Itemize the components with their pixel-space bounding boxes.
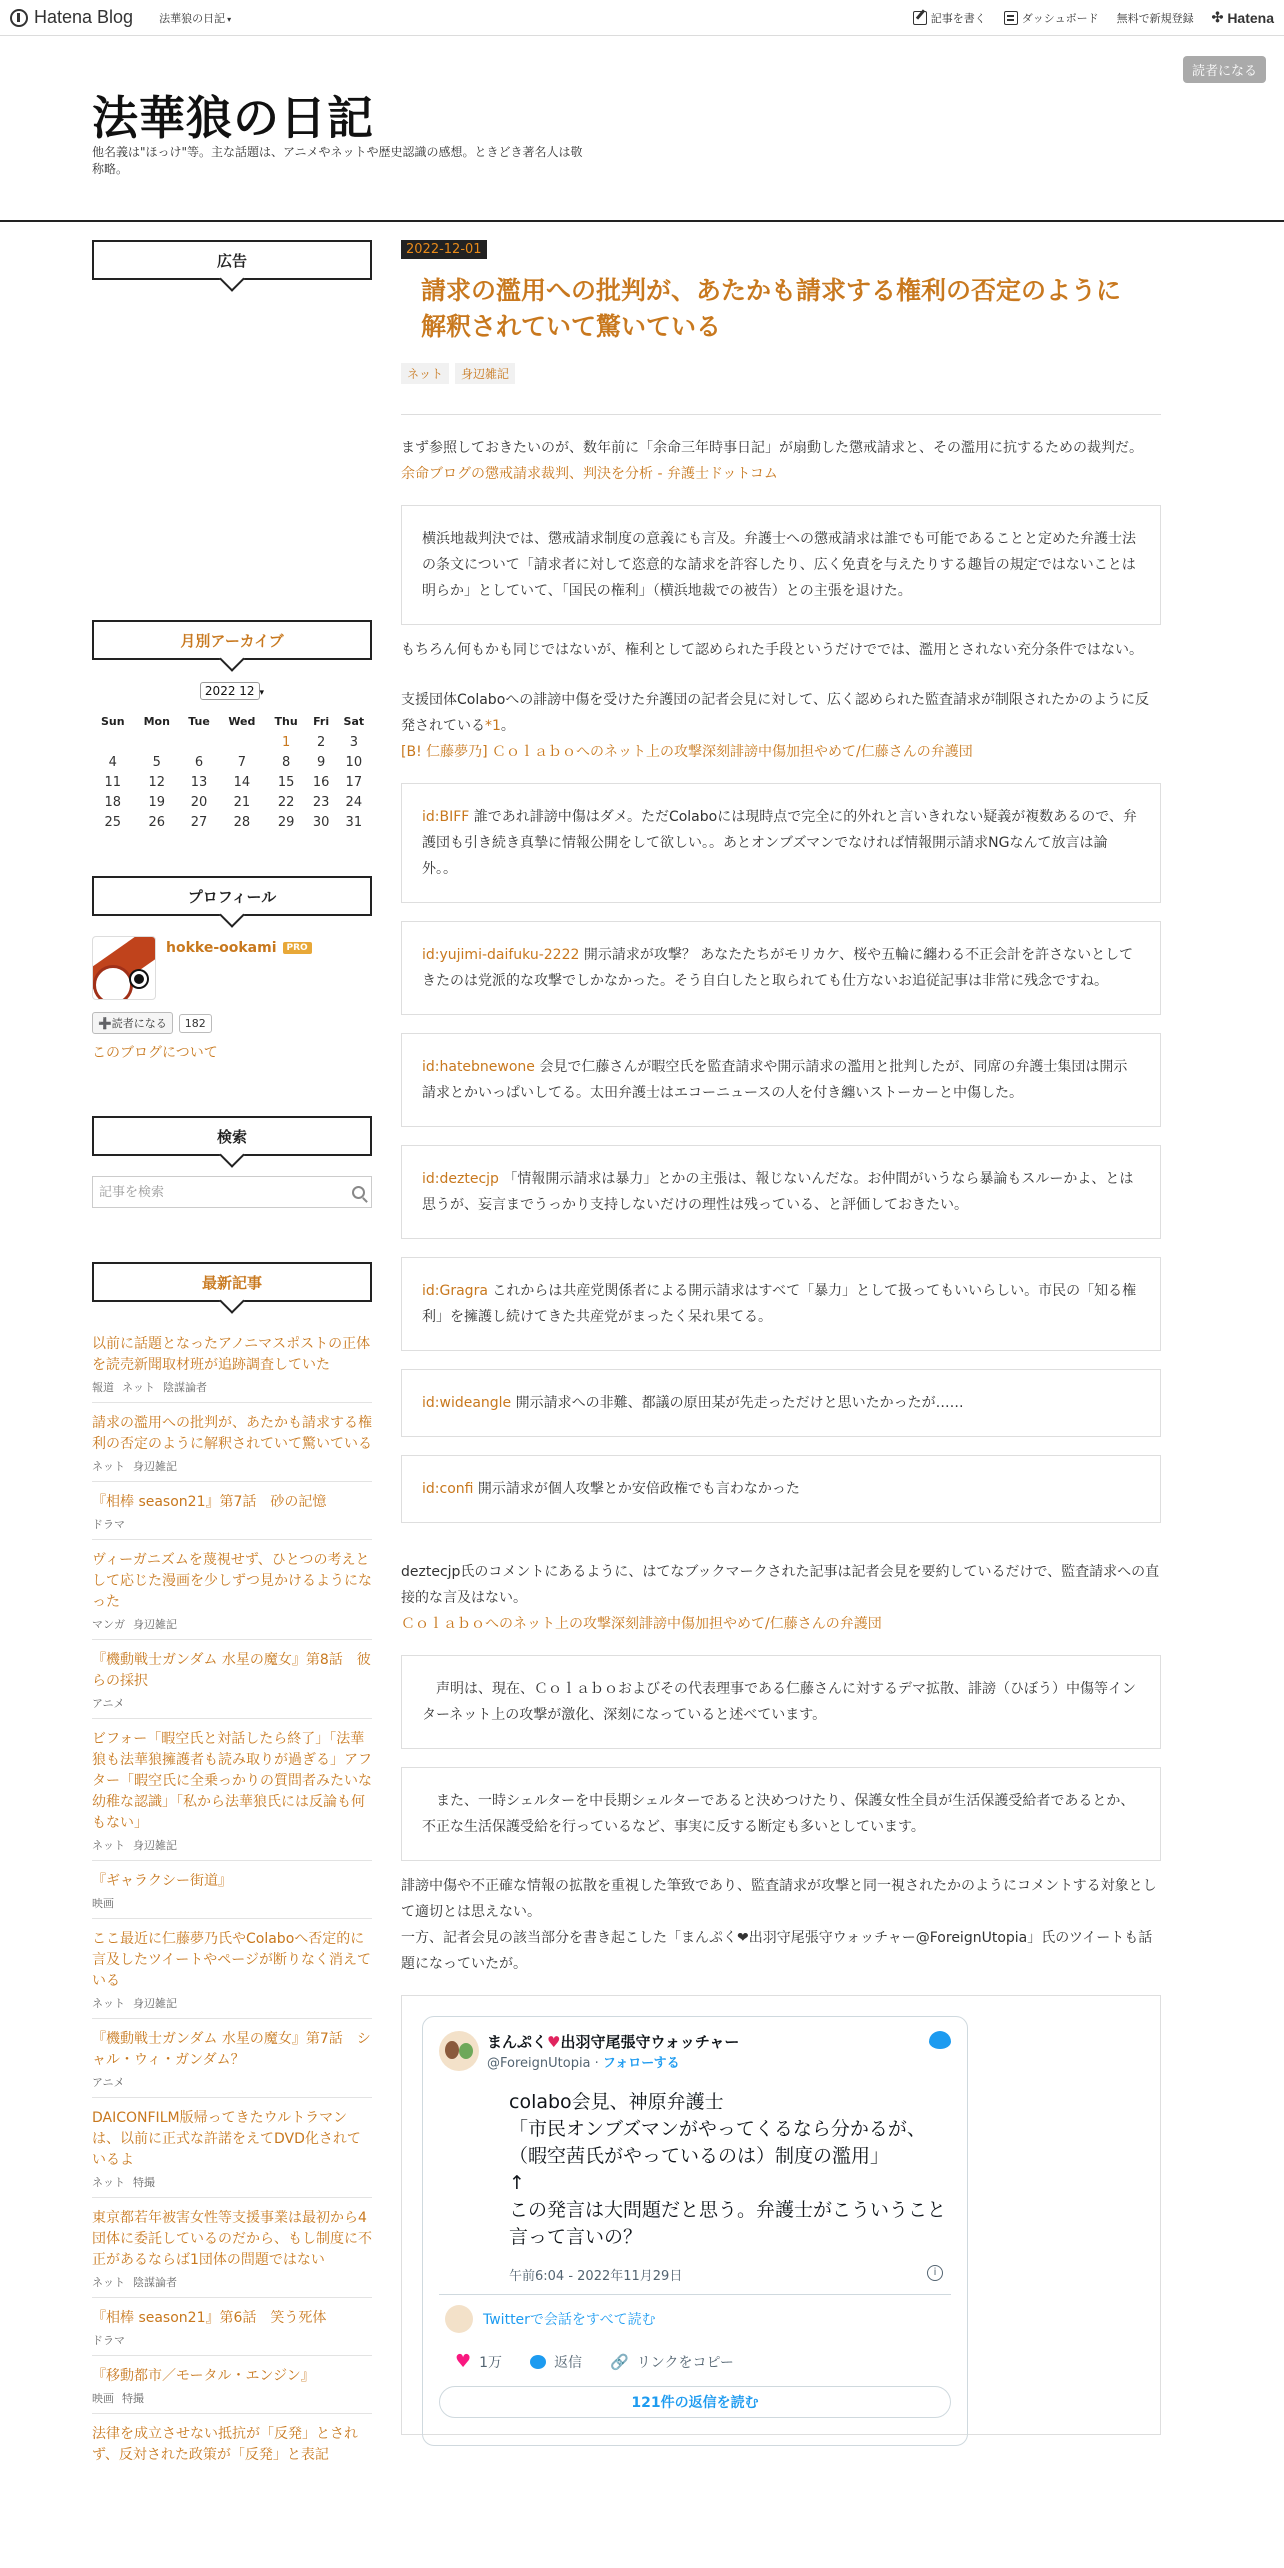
calendar-day bbox=[218, 732, 266, 752]
recent-entry bbox=[92, 1640, 372, 1719]
recent-entry-categories: ネット 身辺雑記 bbox=[92, 1839, 177, 1852]
recent-entry-title[interactable]: ここ最近に仁藤夢乃氏やColaboへ否定的に言及したツイートやページが断りなく消えている bbox=[92, 1931, 372, 1989]
calendar-day: 2 bbox=[316, 734, 326, 750]
write-article-link[interactable] bbox=[913, 10, 986, 26]
calendar-day: 30 bbox=[312, 814, 330, 830]
recent-entry-title[interactable]: 『機動戦士ガンダム 水星の魔女』第8話 彼らの採択 bbox=[92, 1652, 371, 1689]
recent-entry-categories: 報道 ネット 陰謀論者 bbox=[92, 1381, 207, 1394]
calendar-day bbox=[180, 732, 218, 752]
recent-entry-categories: ドラマ bbox=[92, 2334, 125, 2347]
recent-entry-title[interactable]: 『移動都市／モータル・エンジン』 bbox=[92, 2368, 315, 2384]
profile-row bbox=[92, 936, 372, 1000]
tweet-time-row bbox=[509, 2265, 951, 2284]
recent-entry-title[interactable]: ビフォー「暇空氏と対話したら終了」「法華狼も法華狼擁護者も読み取りが過ぎる」アフター「暇空氏に全乗っかりの質問者みたいな幼稚な認識」「私から法華狼氏には反論も何もない」 bbox=[92, 1731, 372, 1831]
calendar-day: 4 bbox=[108, 754, 117, 770]
comment-user-link[interactable]: id:confi bbox=[422, 1481, 474, 1497]
weekday-label: Sun bbox=[100, 714, 125, 728]
recent-entry bbox=[92, 1719, 372, 1861]
caret-down-icon: ▾ bbox=[227, 14, 232, 24]
calendar-day: 10 bbox=[345, 754, 363, 770]
signup-label: 無料で新規登録 bbox=[1116, 11, 1194, 25]
comment-text: 会見で仁藤さんが暇空氏を監査請求や開示請求の濫用と批判したが、同席の弁護士集団は開示請求とかいっぱいしてる。太田弁護士はエコーニュースの人を付き纏いストーカーと中傷した。 bbox=[422, 1059, 1128, 1101]
article-link[interactable]: Ｃｏｌａｂｏへのネット上の攻撃深刻誹謗中傷加担やめて/仁藤さんの弁護団 bbox=[401, 1616, 882, 1632]
weekday-label: Wed bbox=[228, 714, 256, 728]
dashboard-icon bbox=[1004, 11, 1018, 25]
recent-entry-title[interactable]: 請求の濫用への批判が、あたかも請求する権利の否定のように解釈されていて驚いている bbox=[92, 1415, 372, 1452]
calendar-day: 6 bbox=[194, 754, 204, 770]
recent-entry bbox=[92, 2198, 372, 2298]
hatena-blog-logo-text: Hatena Blog bbox=[34, 7, 134, 27]
archive-month-select[interactable]: 2022 12 ▾ bbox=[92, 682, 372, 700]
write-article-label: 記事を書く bbox=[930, 11, 986, 25]
tweet-reply-button[interactable] bbox=[530, 2352, 582, 2372]
recent-entry bbox=[92, 1403, 372, 1482]
recent-entry-categories: アニメ bbox=[92, 2076, 125, 2089]
recent-entry-categories: アニメ bbox=[92, 1697, 125, 1710]
bookmark-comment bbox=[401, 1455, 1161, 1523]
bookmark-comment bbox=[401, 1257, 1161, 1351]
tweet-follow-link[interactable]: フォローする bbox=[602, 2056, 680, 2071]
profile-module-title: プロフィール bbox=[92, 876, 372, 916]
paragraph: 一方、記者会見の該当部分を書き起こした「まんぷく❤出羽守尾張守ウォッチャー@ForeignUtopia」氏のツイートも話題になっていたが。 bbox=[401, 1930, 1153, 1972]
comment-text: これからは共産党関係者による開示請求はすべて「暴力」として扱ってもいいらしい。市民の「知る権利」を擁護し続けてきた共産党がまったく呆れ果てる。 bbox=[422, 1283, 1137, 1325]
tweet-read-replies-button[interactable]: 121件の返信を読む bbox=[439, 2386, 951, 2418]
paragraph: もちろん何もかも同じではないが、権利として認められた手段というだけででは、濫用とされない充分条件ではない。 bbox=[401, 642, 1143, 658]
signup-link[interactable] bbox=[1117, 10, 1194, 26]
about-blog-link[interactable]: このブログについて bbox=[92, 1045, 218, 1061]
tweet-body: colabo会見、神原弁護士 「市民オンブズマンがやってくるなら分かるが、（暇空茜氏がやっているのは）制度の濫用」 ↑ この発言は大問題だと思う。弁護士がこういうこと言って言いの？ bbox=[509, 2091, 947, 2248]
info-icon[interactable]: i bbox=[927, 2265, 943, 2281]
tweet-header bbox=[439, 2031, 951, 2071]
calendar-day bbox=[134, 732, 180, 752]
embedded-tweet-container bbox=[401, 1995, 1161, 2435]
calendar-day: 9 bbox=[316, 754, 326, 770]
tweet-mini-avatar bbox=[445, 2305, 473, 2333]
ad-space bbox=[92, 280, 372, 620]
comment-text: 誰であれ誹謗中傷はダメ。ただColaboには現時点で完全に的外れと言いきれない疑義が複数あるので、弁護団も引き続き真摯に情報公開をして欲しい。。あとオンブズマンでなければ情報開示請求NGなんて放言は論外。。 bbox=[422, 809, 1137, 877]
tweet-author-name[interactable]: まんぷく♥出羽守尾張守ウォッチャー bbox=[487, 2033, 740, 2051]
tweet-timestamp[interactable]: 午前6:04 - 2022年11月29日 bbox=[509, 2269, 683, 2284]
recent-module-title[interactable]: 最新記事 bbox=[92, 1262, 372, 1302]
embedded-tweet[interactable] bbox=[422, 2016, 968, 2446]
bookmark-comment bbox=[401, 1033, 1161, 1127]
calendar-day: 23 bbox=[312, 794, 330, 810]
reply-bubble-icon bbox=[530, 2355, 546, 2369]
hatena-brand-label: Hatena bbox=[1227, 9, 1274, 26]
calendar-day: 28 bbox=[233, 814, 251, 830]
blog-name-menu[interactable] bbox=[159, 10, 231, 26]
paragraph bbox=[401, 687, 1161, 739]
calendar-day: 5 bbox=[152, 754, 161, 770]
comment-user-link[interactable]: id:hatebnewone bbox=[422, 1059, 535, 1075]
comment-text: 開示請求が個人攻撃とか安倍政権でも言わなかった bbox=[473, 1481, 800, 1497]
comment-text: 開示請求が攻撃？ あなたたちがモリカケ、桜や五輪に纏わる不正会計を許さないとしてきたのは党派的な攻撃でしかなかった。そう自白したと取られても仕方ないお追従記事は非常に残念ですね。 bbox=[422, 947, 1134, 989]
calendar-day: 14 bbox=[233, 774, 251, 790]
comment-user-link[interactable]: id:BIFF bbox=[422, 809, 470, 825]
recent-entry bbox=[92, 2298, 372, 2356]
recent-entry-categories: 映画 bbox=[92, 1897, 114, 1910]
entry-date[interactable]: 2022-12-01 bbox=[401, 240, 487, 259]
recent-entry-title[interactable]: 『ギャラクシー街道』 bbox=[92, 1873, 232, 1889]
hatena-blog-logo[interactable] bbox=[10, 7, 133, 28]
entry-title[interactable]: 請求の濫用への批判が、あたかも請求する権利の否定のように解釈されていて驚いている bbox=[421, 276, 1122, 341]
calendar-day: 27 bbox=[190, 814, 208, 830]
calendar-day: 15 bbox=[277, 774, 295, 790]
profile-name-row bbox=[166, 940, 312, 956]
profile-subscribe-row bbox=[92, 1012, 372, 1034]
tweet-conversation-link[interactable] bbox=[445, 2305, 951, 2333]
ad-module-title: 広告 bbox=[92, 240, 372, 280]
calendar-day: 26 bbox=[148, 814, 166, 830]
blog-title[interactable]: 法華狼の日記 bbox=[92, 91, 374, 145]
tweet-conversation-label: Twitterで会話をすべて読む bbox=[483, 2312, 656, 2328]
calendar-day: 11 bbox=[104, 774, 122, 790]
paragraph-text: 。 bbox=[500, 718, 515, 734]
calendar-day: 16 bbox=[312, 774, 330, 790]
recent-entry-categories: マンガ 身辺雑記 bbox=[92, 1618, 177, 1631]
calendar-day-link[interactable]: 1 bbox=[281, 734, 291, 750]
link-icon: 🔗 bbox=[610, 2352, 629, 2371]
profile-subscribe-button[interactable]: ➕読者になる bbox=[92, 1012, 173, 1034]
calendar-day: 8 bbox=[281, 754, 291, 770]
calendar-day: 7 bbox=[237, 754, 246, 770]
profile-avatar[interactable] bbox=[92, 936, 156, 1000]
calendar-day: 25 bbox=[104, 814, 122, 830]
recent-entry bbox=[92, 1540, 372, 1640]
blog-header bbox=[0, 36, 1284, 222]
like-heart-icon: ♥ bbox=[455, 2351, 472, 2372]
weekday-label: Fri bbox=[313, 714, 330, 728]
recent-entry bbox=[92, 2414, 372, 2473]
dashboard-label: ダッシュボード bbox=[1021, 11, 1099, 25]
global-bar-actions bbox=[913, 9, 1274, 26]
reply-label: 返信 bbox=[554, 2354, 583, 2371]
calendar-day: 29 bbox=[277, 814, 295, 830]
calendar-day: 22 bbox=[277, 794, 295, 810]
recent-entry-title[interactable]: DAICONFILM版帰ってきたウルトラマンは、以前に正式な許諾をえてDVD化されているよ bbox=[92, 2110, 361, 2168]
recent-entry-title[interactable]: 『機動戦士ガンダム 水星の魔女』第7話 シャル・ウィ・ガンダム？ bbox=[92, 2031, 371, 2068]
pencil-icon bbox=[913, 11, 927, 25]
calendar-day: 13 bbox=[190, 774, 208, 790]
title-divider bbox=[401, 414, 1161, 415]
recent-entry bbox=[92, 2019, 372, 2098]
paragraph: deztecjp氏のコメントにあるように、はてなブックマークされた記事は記者会見を要約しているだけで、監査請求への直接的な言及はない。 bbox=[401, 1564, 1160, 1606]
bookmark-comment bbox=[401, 1145, 1161, 1239]
recent-entry-title[interactable]: 東京都若年被害女性等支援事業は最初から4団体に委託しているのだから、もし制度に不正があるならば1団体の問題ではない bbox=[92, 2210, 372, 2268]
paragraph-text: 支援団体Colaboへの誹謗中傷を受けた弁護団の記者会見に対して、広く認められた監査請求が制限されたかのように反発されている bbox=[401, 692, 1149, 734]
subscribe-button[interactable]: 読者になる bbox=[1183, 56, 1266, 83]
archive-module-title[interactable]: 月別アーカイブ bbox=[92, 620, 372, 660]
tweet-like-button[interactable] bbox=[455, 2351, 502, 2372]
weekday-label: Sat bbox=[343, 714, 365, 728]
weekday-label: Mon bbox=[143, 714, 170, 728]
recent-entry bbox=[92, 1861, 372, 1919]
calendar-day: 3 bbox=[349, 734, 358, 750]
recent-entry-title[interactable]: ヴィーガニズムを蔑視せず、ひとつの考えとして応じた漫画を少しずつ見かけるようになった bbox=[92, 1552, 372, 1610]
recent-entry-title[interactable]: 以前に話題となったアノニマスポストの正体を読売新聞取材班が追跡調査していた bbox=[92, 1336, 371, 1373]
recent-entry-categories: ネット 陰謀論者 bbox=[92, 2276, 177, 2289]
recent-entry bbox=[92, 1482, 372, 1540]
search-input[interactable] bbox=[99, 1185, 352, 1200]
twitter-bird-icon[interactable] bbox=[929, 2031, 951, 2049]
recent-entry-categories: ネット 身辺雑記 bbox=[92, 1997, 177, 2010]
calendar-day: 24 bbox=[345, 794, 363, 810]
archive-calendar bbox=[92, 710, 372, 832]
like-count: 1万 bbox=[479, 2354, 503, 2371]
archive-month-value[interactable]: 2022 12 bbox=[200, 682, 260, 700]
bookmark-comment bbox=[401, 1369, 1161, 1437]
paragraph: まず参照しておきたいのが、数年前に「余命三年時事日記」が扇動した懲戒請求と、その濫用に抗するための裁判だ。 bbox=[401, 440, 1143, 456]
calendar-day: 17 bbox=[345, 774, 363, 790]
blockquote: また、一時シェルターを中長期シェルターであると決めつけたり、保護女性全員が生活保護受給者であるとか、不正な生活保護受給を行っているなど、事実に反する断定も多いとしています。 bbox=[401, 1767, 1161, 1861]
calendar-day bbox=[92, 732, 134, 752]
tweet-handle-text: @ForeignUtopia · bbox=[487, 2056, 603, 2071]
article-link[interactable]: 余命ブログの懲戒請求裁判、判決を分析 - 弁護士ドットコム bbox=[401, 466, 778, 482]
footnote-link[interactable]: *1 bbox=[485, 718, 501, 734]
profile-name-link[interactable]: hokke-ookami bbox=[166, 940, 277, 956]
tweet-avatar[interactable] bbox=[439, 2031, 479, 2071]
paragraph: 誹謗中傷や不正確な情報の拡散を重視した筆致であり、監査請求が攻撃と同一視されたかのようにコメントする対象として適切とは思えない。 bbox=[401, 1878, 1157, 1920]
weekday-label: Thu bbox=[274, 714, 298, 728]
search-box bbox=[92, 1176, 372, 1208]
tweet-divider bbox=[439, 2294, 951, 2295]
recent-entry-title[interactable]: 法律を成立させない抵抗が「反発」とされず、反対された政策が「反発」と表記 bbox=[92, 2426, 358, 2463]
entry-categories bbox=[401, 363, 1161, 384]
recent-entry bbox=[92, 2098, 372, 2198]
recent-entry-categories: ドラマ bbox=[92, 1518, 125, 1531]
calendar-day: 19 bbox=[148, 794, 166, 810]
hatena-brand-link[interactable] bbox=[1212, 9, 1274, 26]
recent-entry-categories: 映画 特撮 bbox=[92, 2392, 144, 2405]
search-icon[interactable] bbox=[352, 1186, 365, 1199]
entry-category-tag[interactable]: ネット bbox=[401, 363, 449, 384]
recent-entry bbox=[92, 1324, 372, 1403]
recent-entry-title[interactable]: 『相棒 season21』第6話 笑う死体 bbox=[92, 2310, 327, 2326]
calendar-day: 20 bbox=[190, 794, 208, 810]
recent-entry-categories: ネット 特撮 bbox=[92, 2176, 155, 2189]
entry-category-tag[interactable]: 身辺雑記 bbox=[455, 363, 515, 384]
hatena-sparkle-icon: ✣ bbox=[1211, 9, 1224, 25]
subscriber-count[interactable]: 182 bbox=[179, 1014, 212, 1033]
weekday-label: Tue bbox=[188, 714, 210, 728]
tweet-copy-link-button[interactable] bbox=[610, 2352, 734, 2372]
blog-description: 他名義は"ほっけ"等。主な話題は、アニメやネットや歴史認識の感想。ときどき著名人は敬称略。 bbox=[92, 145, 583, 176]
calendar-day: 12 bbox=[148, 774, 166, 790]
comment-user-link[interactable]: id:Gragra bbox=[422, 1283, 488, 1299]
heart-icon: ♥ bbox=[547, 2033, 561, 2051]
tweet-actions bbox=[455, 2351, 951, 2372]
search-module-title: 検索 bbox=[92, 1116, 372, 1156]
recent-entry-title[interactable]: 『相棒 season21』第7話 砂の記憶 bbox=[92, 1494, 327, 1510]
bookmark-comment bbox=[401, 921, 1161, 1015]
calendar-day: 31 bbox=[345, 814, 363, 830]
sidebar bbox=[92, 240, 372, 2473]
copy-link-label: リンクをコピー bbox=[636, 2354, 734, 2371]
calendar-day: 18 bbox=[104, 794, 122, 810]
blockquote: 声明は、現在、Ｃｏｌａｂｏおよびその代表理事である仁藤さんに対するデマ拡散、誹謗（ひぼう）中傷等インターネット上の攻撃が激化、深刻になっていると述べています。 bbox=[401, 1655, 1161, 1749]
comment-user-link[interactable]: id:wideangle bbox=[422, 1395, 512, 1411]
global-bar bbox=[0, 0, 1284, 36]
recent-entry bbox=[92, 1919, 372, 2019]
tweet-handle bbox=[487, 2052, 739, 2071]
blockquote: 横浜地裁判決では、懲戒請求制度の意義にも言及。弁護士への懲戒請求は誰でも可能であることと定めた弁護士法の条文について「請求者に対して恣意的な請求を許容したり、広く免責を与えたりする趣旨の規定ではないことは明らか」としていて、「国民の権利」（横浜地裁での被告）との主張を退けた。 bbox=[401, 505, 1161, 625]
main-article bbox=[401, 240, 1161, 2435]
comment-user-link[interactable]: id:yujimi-daifuku-2222 bbox=[422, 947, 580, 963]
bookmark-comment bbox=[401, 783, 1161, 903]
comment-text: 開示請求への非難、都議の原田某が先走っただけと思いたかったが…… bbox=[511, 1395, 964, 1411]
hatena-blog-logo-icon bbox=[10, 9, 28, 27]
blog-name-menu-label: 法華狼の日記 bbox=[159, 11, 226, 25]
calendar-day: 21 bbox=[233, 794, 251, 810]
comment-text: 「情報開示請求は暴力」とかの主張は、報じないんだな。お仲間がいうなら暴論もスルーかよ、とは思うが、妄言までうっかり支持しないだけの理性は残っている、と評価しておきたい。 bbox=[422, 1171, 1134, 1213]
pro-badge: PRO bbox=[283, 942, 312, 954]
recent-entries-list bbox=[92, 1324, 372, 2473]
comment-user-link[interactable]: id:deztecjp bbox=[422, 1171, 499, 1187]
recent-entry bbox=[92, 2356, 372, 2414]
recent-entry-categories: ネット 身辺雑記 bbox=[92, 1460, 177, 1473]
dashboard-link[interactable] bbox=[1004, 10, 1099, 26]
article-link[interactable]: [B! 仁藤夢乃] Ｃｏｌａｂｏへのネット上の攻撃深刻誹謗中傷加担やめて/仁藤さんの弁護団 bbox=[401, 744, 973, 760]
